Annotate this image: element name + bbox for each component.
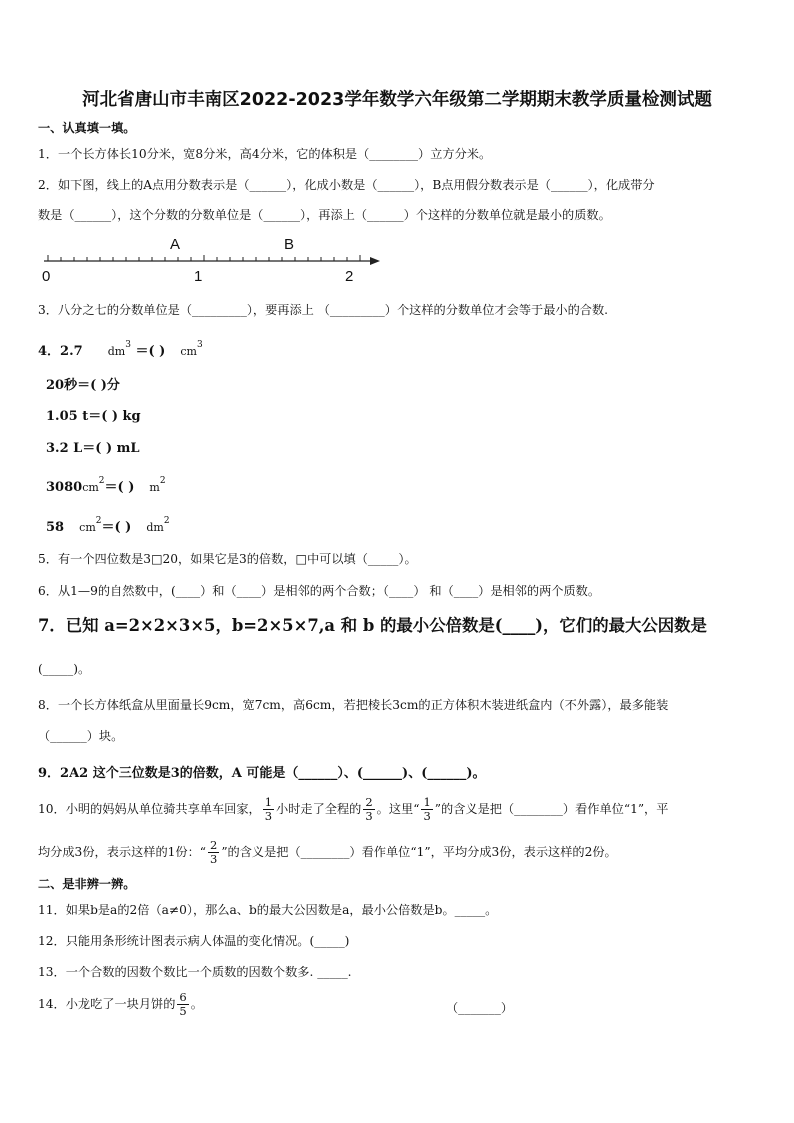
q10-f3-num: 1 [423, 795, 431, 809]
question-5: 5．有一个四位数是3□20，如果它是3的倍数，□中可以填（_____）。 [38, 552, 417, 566]
q4-r1-unit-2: cm [180, 345, 197, 358]
q10-l2-rest: ”的含义是把（________）看作单位“1”，平均分成3份，表示这样的2份。 [221, 845, 617, 859]
question-8-line-1: 8．一个长方体纸盒从里面量长9cm，宽7cm，高6cm，若把棱长3cm的正方体积木装进纸盒内（不外露），最多能装 [38, 698, 669, 712]
q10-fraction-4 [208, 839, 219, 866]
q4-r6-exp-1: 2 [95, 516, 102, 526]
q10-f4-num: 2 [210, 838, 218, 852]
q10-l2-lead: 均分成3份，表示这样的1份：“ [38, 845, 206, 859]
section-heading-fill: 一、认真填一填。 [38, 121, 136, 135]
question-8-line-2: （______）块。 [38, 729, 124, 743]
q10-lead: 10．小明的妈妈从单位骑共享单车回家， [38, 802, 261, 816]
question-7-line-1: 7．已知 a=2×2×3×5，b=2×5×7,a 和 b 的最小公倍数是(____)，它们的最大公因数是 [38, 616, 707, 635]
question-2-line-1: 2．如下图，线上的A点用分数表示是（______），化成小数是（______），B点用假分数表示是（______），化成带分 [38, 178, 655, 192]
question-3: 3．八分之七的分数单位是（_________），要再添上 （_________）个这样的分数单位才会等于最小的合数. [38, 303, 609, 317]
q10-f2-num: 2 [365, 795, 373, 809]
question-12: 12．只能用条形统计图表示病人体温的变化情况。(_____) [38, 934, 350, 948]
tick-label-2: 2 [345, 268, 354, 285]
q4-r1-value: 4．2.7 [38, 344, 83, 359]
question-4-row-3: 1.05 t＝( ) kg [46, 409, 141, 424]
question-13: 13．一个合数的因数个数比一个质数的因数个数多. _____. [38, 965, 352, 979]
q14-end: 。 [190, 997, 203, 1011]
q4-r6-unit-1: cm [79, 521, 96, 534]
q4-r6-unit-2: dm [146, 521, 164, 534]
q10-fraction-1 [263, 796, 274, 823]
q10-fraction-2 [363, 796, 374, 823]
q14-fraction [177, 991, 188, 1018]
q14-f-num: 6 [179, 990, 187, 1004]
tick-label-1: 1 [194, 268, 203, 285]
q14-f-den: 5 [179, 1004, 187, 1018]
question-2-line-2: 数是（______），这个分数的分数单位是（______），再添上（______）个这样的分数单位就是最小的质数。 [38, 208, 611, 222]
question-4-row-6 [46, 516, 170, 535]
q10-f4-den: 3 [210, 852, 218, 866]
q4-r5-blank: ＝( ) [104, 480, 135, 495]
question-6: 6．从1—9的自然数中，(____）和（____）是相邻的两个合数；（____） 和（____）是相邻的两个质数。 [38, 584, 601, 598]
q4-r5-exp-1: 2 [98, 476, 105, 486]
point-a-label: A [170, 236, 181, 253]
question-7-line-2: (_____)。 [38, 662, 91, 676]
question-4-row-1 [38, 340, 203, 359]
question-4-row-4: 3.2 L＝( ) mL [46, 441, 140, 456]
page-title: 河北省唐山市丰南区2022-2023学年数学六年级第二学期期末教学质量检测试题 [82, 90, 712, 110]
q4-r5-unit-2: m [149, 481, 160, 494]
point-b-label: B [284, 236, 295, 253]
question-14-answer-blank: （_______） [446, 1001, 514, 1015]
q10-fraction-3 [421, 796, 432, 823]
question-4-row-5 [46, 476, 166, 495]
q4-r5-value: 3080 [46, 480, 83, 495]
q14-lead: 14．小龙吃了一块月饼的 [38, 997, 176, 1011]
q4-r1-unit-1: dm [107, 345, 126, 358]
q10-f2-den: 3 [365, 809, 373, 823]
number-line-svg [36, 236, 396, 286]
q10-f1-den: 3 [264, 809, 273, 823]
q4-r6-blank: ＝( ) [101, 520, 132, 535]
tick-label-0: 0 [42, 268, 51, 285]
q4-r5-unit-1: cm [82, 481, 99, 494]
q10-text-2: 。这里“ [376, 802, 420, 816]
section-heading-judge: 二、是非辨一辨。 [38, 877, 136, 891]
q10-text-1: 小时走了全程的 [276, 802, 362, 816]
q10-f1-num: 1 [264, 795, 273, 809]
question-9: 9．2A2 这个三位数是3的倍数，A 可能是（______）、(______)、(______)。 [38, 766, 486, 781]
question-11: 11．如果b是a的2倍（a≠0），那么a、b的最大公因数是a，最小公倍数是b。_____。 [38, 903, 498, 917]
q4-r5-exp-2: 2 [159, 476, 166, 486]
q4-r1-exp-2: 3 [196, 340, 203, 350]
question-14 [38, 990, 758, 1018]
question-10-line-2 [38, 838, 758, 866]
q4-r6-value: 58 [46, 520, 65, 535]
q4-r1-blank: ＝( ) [135, 344, 166, 359]
number-line-ticks [48, 255, 360, 261]
number-line-arrow [370, 257, 380, 265]
question-4-row-2: 20秒＝( )分 [46, 378, 120, 393]
q4-r6-exp-2: 2 [163, 516, 170, 526]
q10-text-3: ”的含义是把（________）看作单位“1”，平 [434, 802, 669, 816]
q10-f3-den: 3 [423, 809, 431, 823]
question-1: 1．一个长方体长10分米，宽8分米，高4分米，它的体积是（________）立方分米。 [38, 147, 492, 161]
q4-r1-exp-1: 3 [125, 340, 131, 350]
number-line-figure [36, 236, 396, 290]
question-10-line-1 [38, 795, 758, 823]
